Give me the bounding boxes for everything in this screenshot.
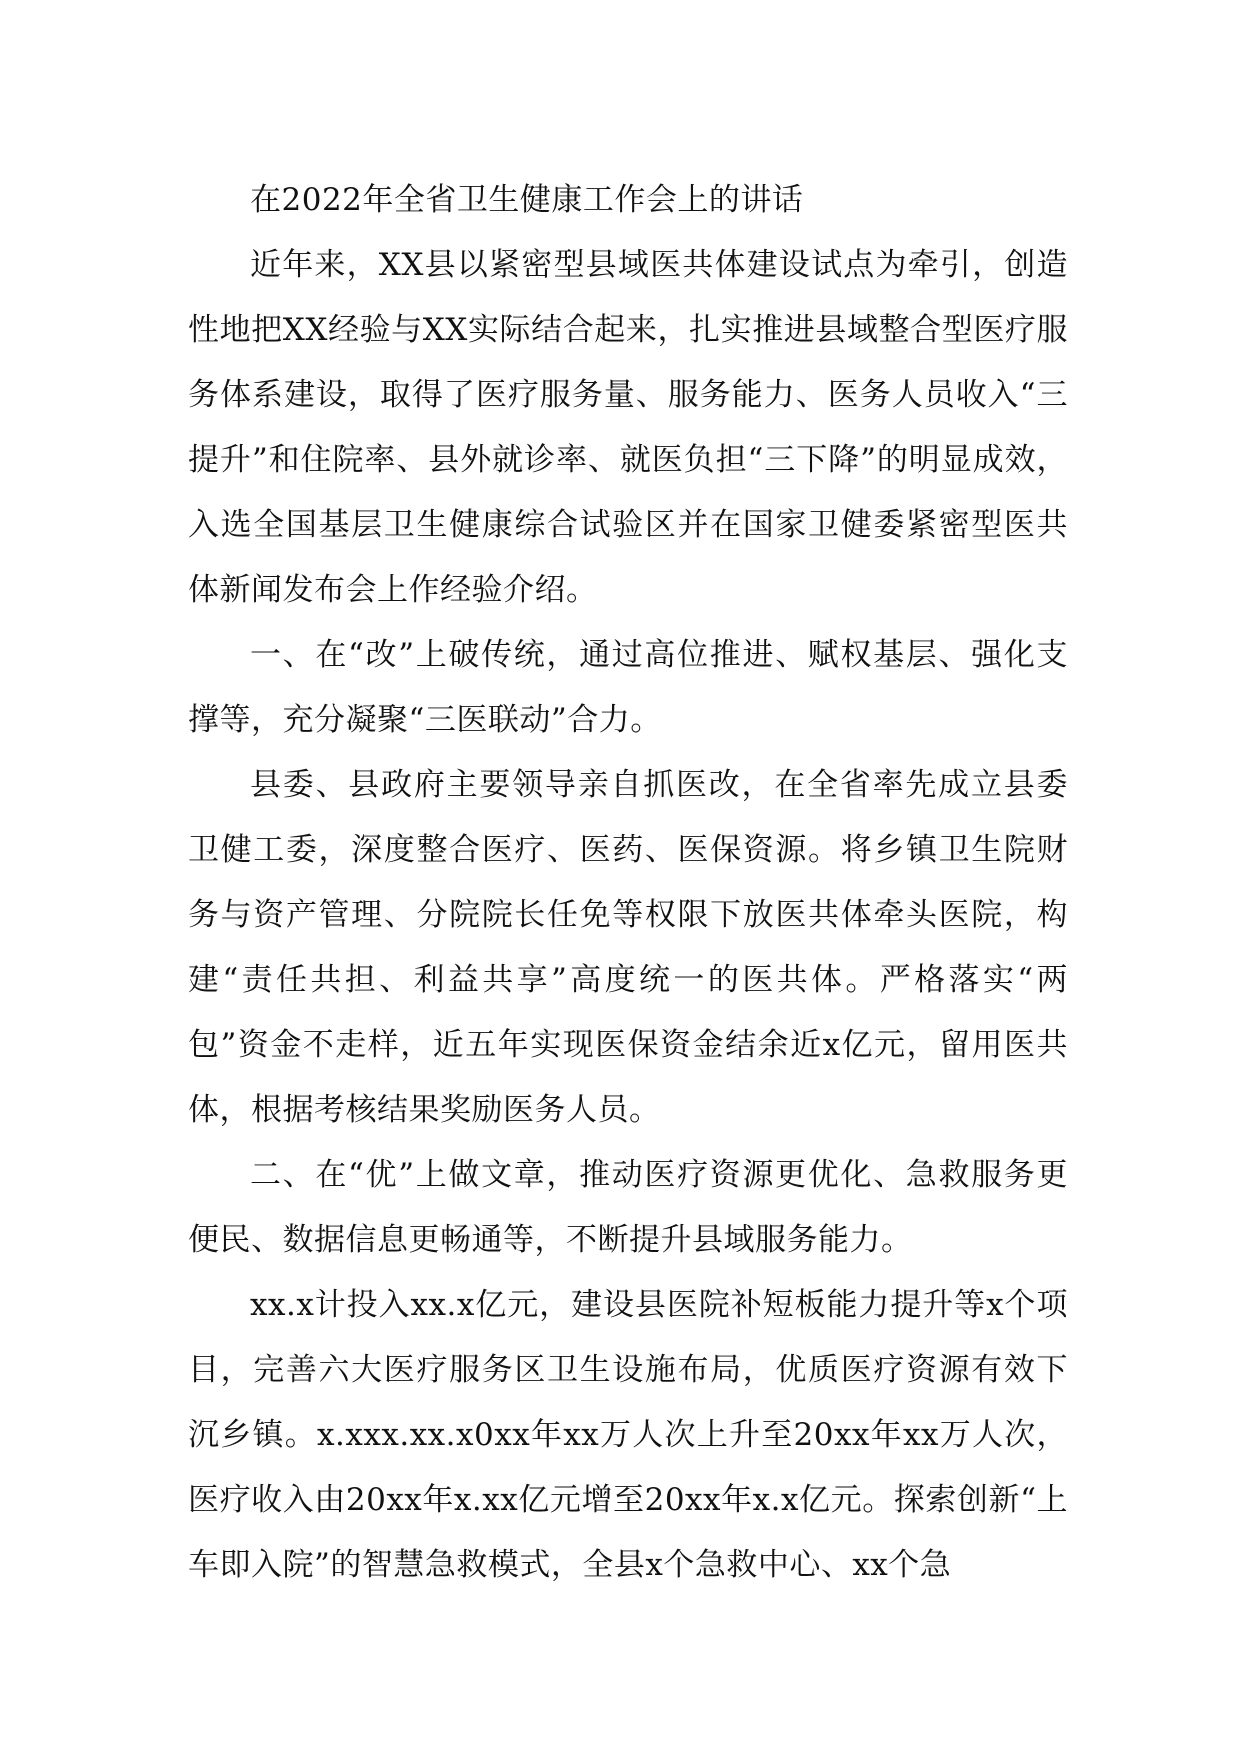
section-heading-1: 一、在“改”上破传统，通过高位推进、赋权基层、强化支撑等，充分凝聚“三医联动”合力。 bbox=[188, 637, 1068, 738]
body-paragraph-3: xx.x计投入xx.x亿元，建设县医院补短板能力提升等x个项目，完善六大医疗服务区卫生设施布局，优质医疗资源有效下沉乡镇。x.xxx.xx.x0xx年xx万人次上升至20xx年xx万人次，医疗收入由20xx年x.xx亿元增至20xx年x.x亿元。探索创新“上车即入院”的智慧急救模式，全县x个急救中心、xx个急 bbox=[188, 1287, 1068, 1583]
body-paragraph-2: 县委、县政府主要领导亲自抓医改，在全省率先成立县委卫健工委，深度整合医疗、医药、医保资源。将乡镇卫生院财务与资产管理、分院院长任免等权限下放医共体牵头医院，构建“责任共担、利益共享”高度统一的医共体。严格落实“两包”资金不走样，近五年实现医保资金结余近x亿元，留用医共体，根据考核结果奖励医务人员。 bbox=[188, 767, 1068, 1128]
body-paragraph-1: 近年来，XX县以紧密型县域医共体建设试点为牵引，创造性地把XX经验与XX实际结合起来，扎实推进县域整合型医疗服务体系建设，取得了医疗服务量、服务能力、医务人员收入“三提升”和住院率、县外就诊率、就医负担“三下降”的明显成效，入选全国基层卫生健康综合试验区并在国家卫健委紧密型医共体新闻发布会上作经验介绍。 bbox=[188, 247, 1068, 608]
document-page bbox=[188, 168, 1068, 1598]
section-heading-2: 二、在“优”上做文章，推动医疗资源更优化、急救服务更便民、数据信息更畅通等，不断提升县域服务能力。 bbox=[188, 1157, 1068, 1258]
document-title: 在2022年全省卫生健康工作会上的讲话 bbox=[250, 182, 804, 218]
